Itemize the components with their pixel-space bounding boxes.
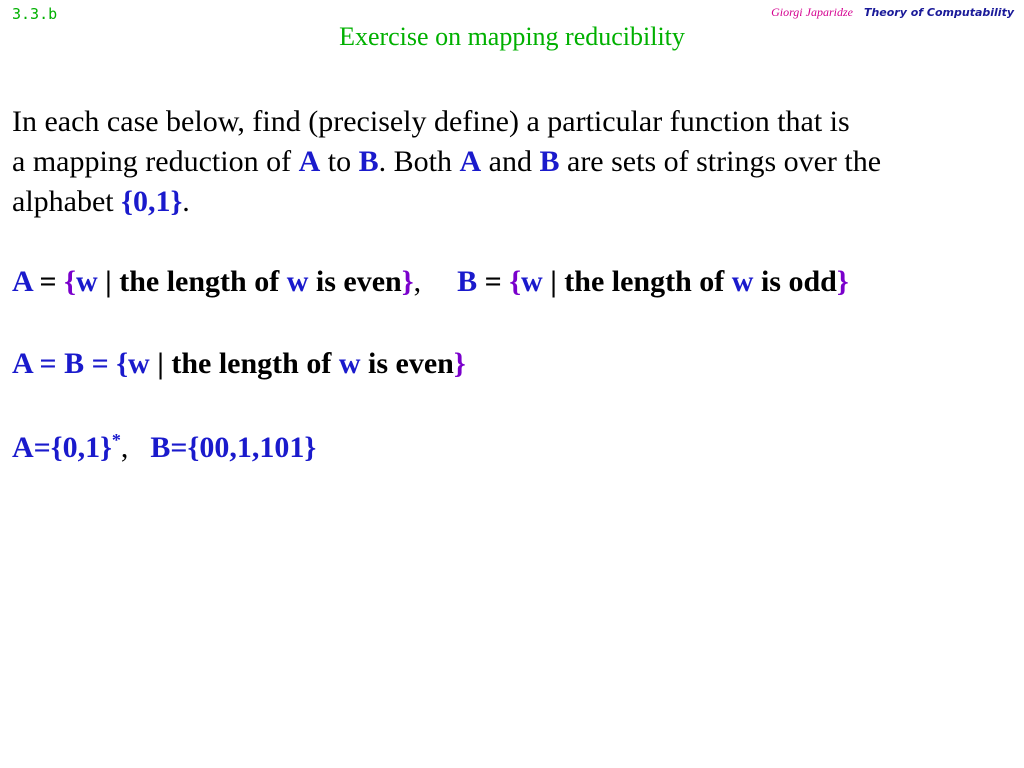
intro-text: are sets of strings over the xyxy=(559,145,882,178)
course-title: Theory of Computability xyxy=(863,6,1014,19)
header-credits xyxy=(771,5,1014,20)
intro-text: to xyxy=(320,145,359,178)
intro-line-3 xyxy=(12,182,1012,222)
brace-open: { xyxy=(64,265,76,298)
intro-text: alphabet xyxy=(12,185,122,218)
equals-sign: = xyxy=(32,265,65,298)
intro-text: and xyxy=(481,145,540,178)
slide-number: 3.3.b xyxy=(12,5,58,23)
intro-text: . Both xyxy=(378,145,460,178)
variable-w: w xyxy=(731,265,754,298)
intro-text: a mapping reduction of xyxy=(12,145,299,178)
brace-open: { xyxy=(116,347,129,380)
set-condition: | the length of xyxy=(542,265,732,298)
intro-text: In each case below, find (precisely define) a particular function that is xyxy=(12,105,850,138)
intro-line-1 xyxy=(12,102,1012,142)
slide-subtitle: Exercise on mapping reducibility xyxy=(339,22,685,51)
set-b-symbol: B xyxy=(457,265,478,298)
set-condition: is even xyxy=(308,265,402,298)
sets-equal: A = B = xyxy=(12,347,117,380)
set-condition: is even xyxy=(360,347,454,380)
kleene-star: * xyxy=(111,430,121,450)
variable-w: w xyxy=(75,265,98,298)
set-a-definition: A={0,1} xyxy=(12,431,112,464)
set-condition: | the length of xyxy=(97,265,287,298)
comma: , xyxy=(120,431,129,464)
set-a-symbol: A xyxy=(12,265,33,298)
set-a-symbol: A xyxy=(459,145,482,178)
case-1 xyxy=(12,265,849,299)
equals-sign: = xyxy=(477,265,510,298)
comma: , xyxy=(413,265,422,298)
case-3 xyxy=(12,430,316,465)
author-name: Giorgi Japaridze xyxy=(771,5,853,19)
variable-w: w xyxy=(521,265,543,298)
intro-line-2 xyxy=(12,142,1012,182)
set-b-symbol: B xyxy=(539,145,560,178)
set-a-symbol: A xyxy=(298,145,321,178)
set-b-symbol: B xyxy=(358,145,379,178)
set-condition: is odd xyxy=(753,265,837,298)
brace-close: } xyxy=(401,265,414,298)
intro-text: . xyxy=(182,185,190,218)
variable-w: w xyxy=(338,347,361,380)
set-b-definition: B={00,1,101} xyxy=(150,431,317,464)
brace-open: { xyxy=(509,265,522,298)
set-condition: | the length of xyxy=(149,347,339,380)
variable-w: w xyxy=(128,347,150,380)
case-2 xyxy=(12,347,466,381)
intro-paragraph xyxy=(12,102,1012,222)
brace-close: } xyxy=(836,265,849,298)
alphabet-set: {0,1} xyxy=(121,185,183,218)
variable-w: w xyxy=(286,265,309,298)
brace-close: } xyxy=(453,347,466,380)
